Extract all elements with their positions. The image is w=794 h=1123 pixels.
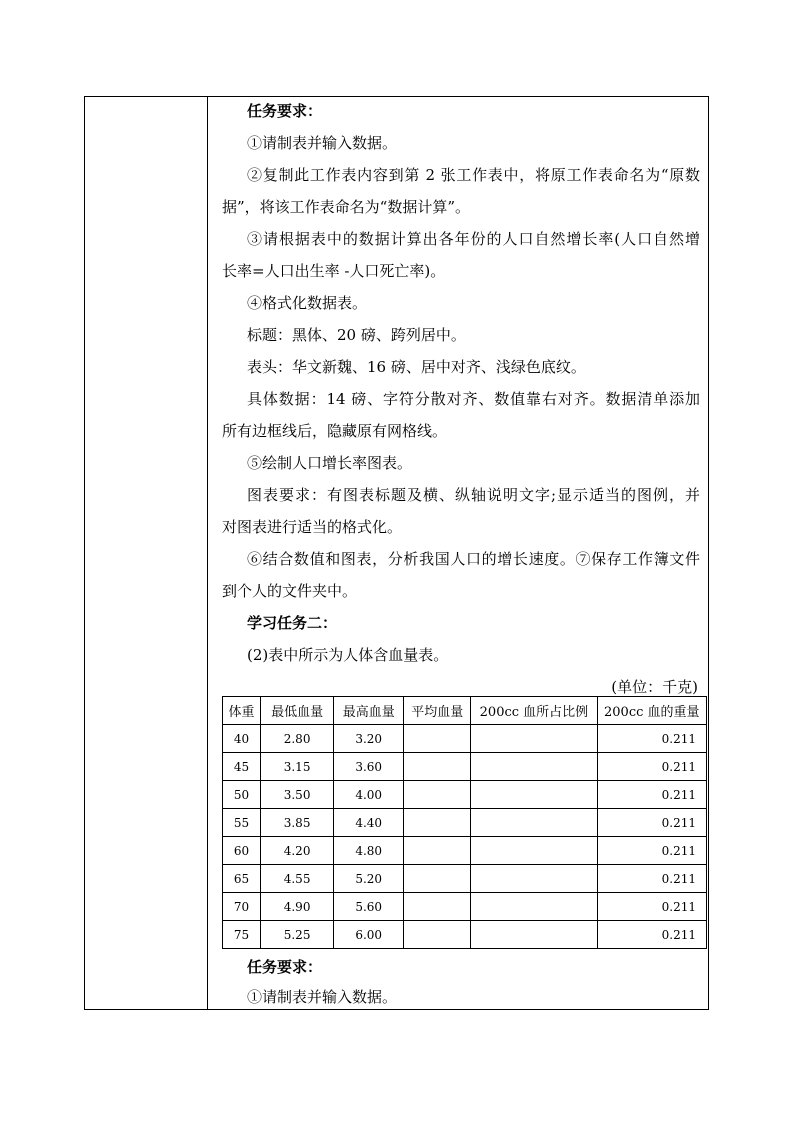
table-cell — [404, 921, 471, 949]
table-cell — [471, 893, 597, 921]
table-cell: 0.211 — [597, 837, 706, 865]
table-cell — [404, 809, 471, 837]
left-column — [85, 97, 208, 1009]
table-cell: 0.211 — [597, 893, 706, 921]
table-cell: 50 — [223, 781, 261, 809]
table-cell: 75 — [223, 921, 261, 949]
content-frame — [84, 96, 709, 1010]
column-header: 最高血量 — [334, 697, 404, 725]
table-cell: 5.25 — [261, 921, 334, 949]
task-line-9: 具体数据：14 磅、字符分散对齐、数值靠右对齐。数据清单添加 — [247, 390, 700, 408]
task-line-6: ④格式化数据表。 — [247, 294, 368, 312]
table-cell: 0.211 — [597, 865, 706, 893]
table-row — [223, 753, 707, 781]
table-cell: 6.00 — [334, 921, 404, 949]
table-cell: 45 — [223, 753, 261, 781]
table-cell: 0.211 — [597, 809, 706, 837]
table-cell — [471, 865, 597, 893]
column-header: 体重 — [223, 697, 261, 725]
task-line-3: 据”，将该工作表命名为“数据计算”。 — [222, 198, 471, 216]
table-row — [223, 921, 707, 949]
table-cell: 4.40 — [334, 809, 404, 837]
table-row — [223, 865, 707, 893]
table-cell: 4.80 — [334, 837, 404, 865]
task-line-14: ⑥结合数值和图表，分析我国人口的增长速度。⑦保存工作簿文件 — [247, 550, 700, 568]
task-line-2: ②复制此工作表内容到第 2 张工作表中，将原工作表命名为“原数 — [247, 166, 700, 184]
table-cell — [404, 893, 471, 921]
table-cell: 3.50 — [261, 781, 334, 809]
task-line-8: 表头：华文新魏、16 磅、居中对齐、浅绿色底纹。 — [247, 358, 586, 376]
table-cell: 4.20 — [261, 837, 334, 865]
table-row — [223, 837, 707, 865]
table-cell: 4.00 — [334, 781, 404, 809]
table-cell — [471, 753, 597, 781]
task-line-5: 长率=人口出生率 -人口死亡率)。 — [222, 262, 446, 280]
task-two-heading: 学习任务二： — [247, 614, 338, 632]
table-cell — [471, 921, 597, 949]
task-two-req-heading: 任务要求： — [247, 958, 323, 976]
table-cell: 40 — [223, 725, 261, 753]
task-line-11: ⑤绘制人口增长率图表。 — [247, 454, 413, 472]
table-cell: 4.55 — [261, 865, 334, 893]
column-header: 200cc 血所占比例 — [471, 697, 597, 725]
column-header: 最低血量 — [261, 697, 334, 725]
table-cell: 0.211 — [597, 781, 706, 809]
table-cell: 3.60 — [334, 753, 404, 781]
task-line-4: ③请根据表中的数据计算出各年份的人口自然增长率(人口自然增 — [247, 230, 700, 248]
table-cell: 60 — [223, 837, 261, 865]
table-cell: 55 — [223, 809, 261, 837]
right-column — [208, 97, 708, 1009]
table-cell — [471, 809, 597, 837]
task-line-10: 所有边框线后，隐藏原有网格线。 — [222, 422, 448, 440]
table-cell — [471, 837, 597, 865]
table-cell — [404, 725, 471, 753]
table-row — [223, 725, 707, 753]
table-header-row — [223, 697, 707, 725]
table-cell — [404, 781, 471, 809]
unit-label: (单位：千克) — [611, 678, 698, 696]
table-cell: 70 — [223, 893, 261, 921]
task-line-15: 到个人的文件夹中。 — [222, 582, 358, 600]
table-cell — [471, 781, 597, 809]
table-cell: 0.211 — [597, 753, 706, 781]
column-header: 平均血量 — [404, 697, 471, 725]
task-two-req-line: ①请制表并输入数据。 — [247, 988, 398, 1006]
task-line-1: ①请制表并输入数据。 — [247, 134, 398, 152]
table-cell — [404, 753, 471, 781]
table-cell: 65 — [223, 865, 261, 893]
task-line-13: 对图表进行适当的格式化。 — [222, 518, 403, 536]
table-cell: 4.90 — [261, 893, 334, 921]
task-two-intro: (2)表中所示为人体含血量表。 — [247, 646, 449, 664]
table-row — [223, 781, 707, 809]
task-line-12: 图表要求：有图表标题及横、纵轴说明文字;显示适当的图例，并 — [247, 486, 700, 504]
table-cell: 0.211 — [597, 725, 706, 753]
task-heading: 任务要求： — [247, 102, 323, 120]
table-cell: 3.15 — [261, 753, 334, 781]
table-cell — [404, 865, 471, 893]
table-row — [223, 809, 707, 837]
table-cell: 5.20 — [334, 865, 404, 893]
column-header: 200cc 血的重量 — [597, 697, 706, 725]
table-cell: 5.60 — [334, 893, 404, 921]
table-cell: 3.85 — [261, 809, 334, 837]
table-cell: 2.80 — [261, 725, 334, 753]
table-cell: 0.211 — [597, 921, 706, 949]
table-cell — [471, 725, 597, 753]
task-line-7: 标题：黑体、20 磅、跨列居中。 — [247, 326, 466, 344]
table-cell — [404, 837, 471, 865]
table-row — [223, 893, 707, 921]
table-cell: 3.20 — [334, 725, 404, 753]
blood-volume-table — [222, 696, 707, 949]
